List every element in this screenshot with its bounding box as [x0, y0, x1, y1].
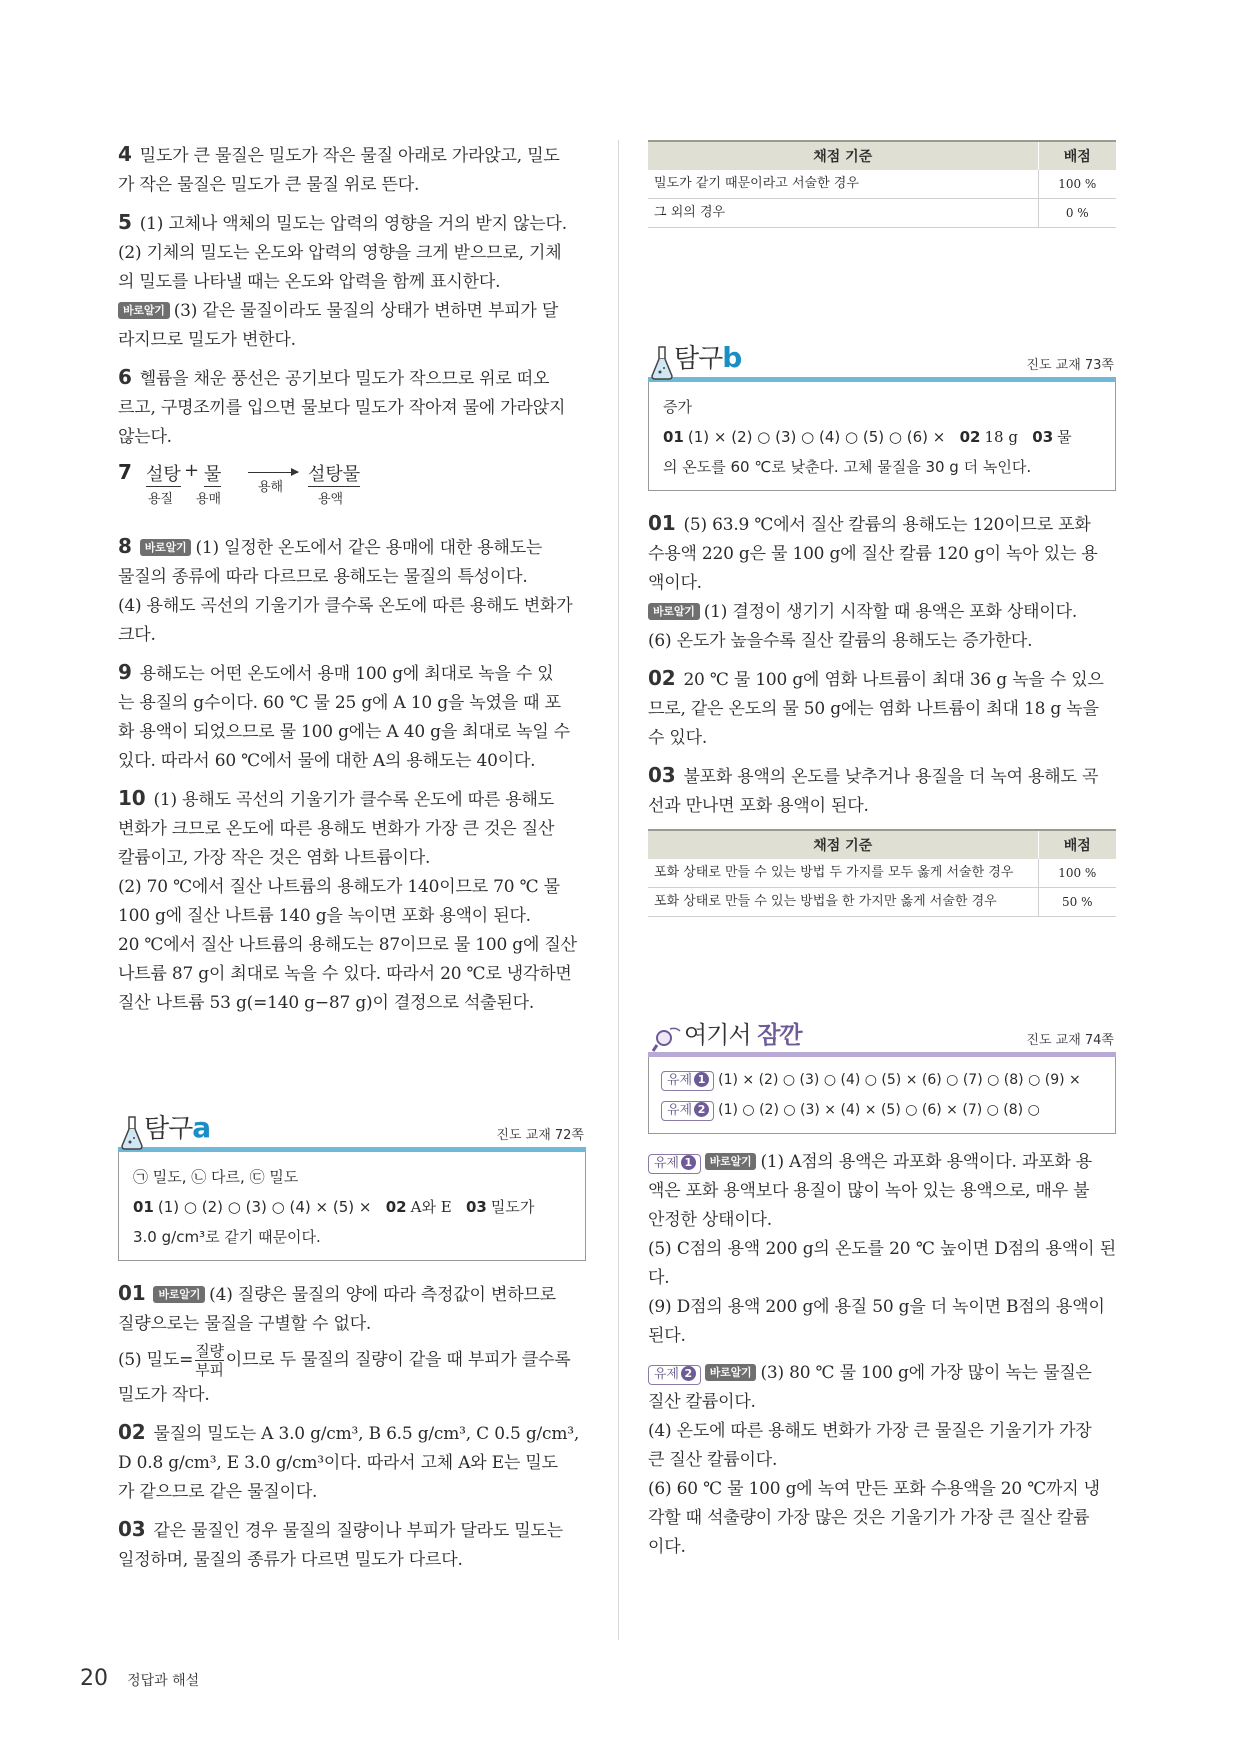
wait-here-header [648, 1019, 1116, 1057]
answer-6: 6 헬륨을 채운 풍선은 공기보다 밀도가 작으므로 위로 떠오 르고, 구명조끼를 입으면 물보다 밀도가 작아져 물에 가라앉지 않는다. [118, 365, 566, 447]
correction-tag: 바로알기 [153, 1286, 205, 1303]
explore-a-answer-03: 03 같은 물질인 경우 물질의 질량이나 부피가 달라도 밀도는 일정하며, 물질의 종류가 다르면 밀도가 다르다. [118, 1517, 563, 1570]
table-row: 포화 상태로 만들 수 있는 방법을 한 가지만 옳게 서술한 경우 50 % [648, 888, 1116, 917]
table-row: 그 외의 경우 0 % [648, 199, 1116, 228]
answer-10: 10 (1) 용해도 곡선의 기울기가 클수록 온도에 따른 용해도 변화가 크므로 온도에 따른 용해도 변화가 가장 큰 것은 질산 칼륨이고, 가장 작은 것은 염화 나트륨이다. (2) 70 ℃에서 질산 나트륨의 용해도가 140이므로 70 ℃ 물 100 g에 질산 나트륨 140 g을 녹이면 포화 용액이 된다. 20 ℃에서 질산 나트륨의 용해도는 87이므로 물 100 g에 질산 나트륨 87 g이 최대로 녹을 수 있다. 따라서 20 ℃로 냉각하면 질산 나트륨 53 g(=140 g−87 g)이 결정으로 석출된다. [118, 786, 577, 1013]
table-row: 포화 상태로 만들 수 있는 방법 두 가지를 모두 옳게 서술한 경우 100 % [648, 859, 1116, 888]
density-fraction: $\frac{\text{질량}}{\text{부피}}$ [195, 1342, 224, 1379]
example-2-explanation: 유제 2 바로알기 (3) 80 ℃ 물 100 g에 가장 많이 녹는 물질은 질산 칼륨이다. (4) 온도에 따른 용해도 변화가 가장 큰 물질은 기울기가 가장 큰 질산 칼륨이다. (6) 60 ℃ 물 100 g에 녹여 만든 포화 수용액을 20 ℃까지 냉 각할 때 석출량이 가장 많은 것은 기울기가 가장 큰 질산 칼륨 이다. [648, 1363, 1100, 1557]
wait-here-title: 여기서 잠깐 [684, 1021, 802, 1049]
explore-b-answer-01: 01 (5) 63.9 ℃에서 질산 칼륨의 용해도는 120이므로 포화 수용액 220 g은 물 100 g에 질산 칼륨 120 g이 녹아 있는 용 액이다. 바로알기 (1) 결정이 생기기 시작할 때 용액은 포화 상태이다. (6) 온도가 높을수록 질산 칼륨의 용해도는 증가한다. [648, 511, 1098, 651]
example-badge-2: 유제 2 [661, 1101, 714, 1121]
answer-5: 5 (1) 고체나 액체의 밀도는 압력의 영향을 거의 받지 않는다. (2) 기체의 밀도는 온도와 압력의 영향을 크게 받으므로, 기체 의 밀도를 나타낼 때는 온도와 압력을 함께 표시한다. 바로알기 (3) 같은 물질이라도 물질의 상태가 변하면 부피가 달 라지므로 밀도가 변한다. [118, 210, 567, 350]
footer-label: 정답과 해설 [127, 1673, 200, 1689]
right-column [648, 140, 1116, 1570]
explore-b-title: 탐구b [674, 341, 742, 374]
explore-a-answer-01: 01 바로알기 (4) 질량은 물질의 양에 따라 측정값이 변하므로 질량으로는 물질을 구별할 수 없다. (5) 밀도= $\frac{\text{질량}}{\text{부피}}$ 이므로 두 물질의 질량이 같을 때 부피가 클수록 밀도가 작다. [118, 1281, 571, 1405]
reaction-arrow-icon [248, 472, 298, 473]
scoring-table-1: 채점 기준 배점 밀도가 같기 때문이라고 서술한 경우 100 % 그 외의 경우 0 % [648, 140, 1116, 228]
flask-icon [120, 1116, 144, 1150]
flask-icon [650, 346, 674, 380]
explore-b-header [648, 341, 1116, 382]
explore-b-reference: 진도 교재 73쪽 [1026, 358, 1114, 373]
explore-a-reference: 진도 교재 72쪽 [496, 1128, 584, 1143]
correction-tag: 바로알기 [648, 603, 700, 620]
example-1-explanation: 유제 1 바로알기 (1) A점의 용액은 과포화 용액이다. 과포화 용 액은 포화 용액보다 용질이 많이 녹아 있는 용액으로, 매우 불 안정한 상태이다. (5) C점의 용액 200 g의 온도를 20 ℃ 높이면 D점의 용액이 된다. (9) D점의 용액 200 g에 용질 50 g을 더 녹이면 B점의 용액이 된다. [648, 1152, 1116, 1346]
explore-a-box: ㉠ 밀도, ㉡ 다르, ㉢ 밀도 01 (1) ○ (2) ○ (3) ○ (4) × (5) × 02 A와 E 03 밀도가 3.0 g/cm³로 같기 때문이다. [118, 1152, 586, 1261]
magnifier-icon [652, 1023, 682, 1053]
answer-7-equation: 7 설탕 + 물 설탕물 용질 용매 용해 용액 [118, 460, 361, 507]
scoring-table-2: 채점 기준 배점 포화 상태로 만들 수 있는 방법 두 가지를 모두 옳게 서술한 경우 100 % 포화 상태로 만들 수 있는 방법을 한 가지만 옳게 서술한 경우 50 % [648, 829, 1116, 917]
explore-b-box: 증가 01 (1) × (2) ○ (3) ○ (4) ○ (5) ○ (6) × 02 18 g 03 물 의 온도를 60 ℃로 낮춘다. 고체 물질을 30 g 더 녹인다. [648, 382, 1116, 491]
page-number: 20 [80, 1666, 108, 1691]
answer-9: 9 용해도는 어떤 온도에서 용매 100 g에 최대로 녹을 수 있 는 용질의 g수이다. 60 ℃ 물 25 g에 A 10 g을 녹였을 때 포 화 용액이 되었으므로 물 100 g에는 A 40 g을 최대로 녹일 수 있다. 따라서 60 ℃에서 물에 대한 A의 용해도는 40이다. [118, 660, 570, 771]
table-row: 밀도가 같기 때문이라고 서술한 경우 100 % [648, 170, 1116, 199]
answer-8: 8 바로알기 (1) 일정한 온도에서 같은 용매에 대한 용해도는 물질의 종류에 따라 다르므로 용해도는 물질의 특성이다. (4) 용해도 곡선의 기울기가 클수록 온도에 따른 용해도 변화가 크다. [118, 534, 573, 645]
explore-a-title: 탐구a [144, 1111, 211, 1144]
correction-tag: 바로알기 [705, 1364, 757, 1381]
explore-b-answer-02: 02 20 ℃ 물 100 g에 염화 나트륨이 최대 36 g 녹을 수 있으 므로, 같은 온도의 물 50 g에는 염화 나트륨이 최대 18 g 녹을 수 있다. [648, 666, 1104, 748]
wait-here-reference: 진도 교재 74쪽 [1026, 1033, 1114, 1048]
explore-a-answer-02: 02 물질의 밀도는 A 3.0 g/cm³, B 6.5 g/cm³, C 0.5 g/cm³, D 0.8 g/cm³, E 3.0 g/cm³이다. 따라서 고체 A와 E는 밀도 가 같으므로 같은 물질이다. [118, 1420, 580, 1502]
page-footer [80, 1666, 199, 1691]
correction-tag: 바로알기 [118, 302, 170, 319]
example-badge-1: 유제 1 [648, 1154, 701, 1174]
left-column [118, 140, 586, 1583]
correction-tag: 바로알기 [140, 539, 192, 556]
explore-b-answer-03: 03 불포화 용액의 온도를 낮추거나 용질을 더 녹여 용해도 곡 선과 만나면 포화 용액이 된다. [648, 763, 1099, 816]
explore-a-header [118, 1111, 586, 1152]
answer-4: 4 밀도가 큰 물질은 밀도가 작은 물질 아래로 가라앉고, 밀도 가 작은 물질은 밀도가 큰 물질 위로 뜬다. [118, 142, 560, 195]
column-divider [618, 140, 619, 1640]
wait-here-box: 유제 1 (1) × (2) ○ (3) ○ (4) ○ (5) × (6) ○ (7) ○ (8) ○ (9) × 유제 2 (1) ○ (2) ○ (3) × (4) × (5) ○ (6) × (7) ○ (8) ○ [648, 1057, 1116, 1134]
example-badge-1: 유제 1 [661, 1071, 714, 1091]
example-badge-2: 유제 2 [648, 1365, 701, 1385]
correction-tag: 바로알기 [705, 1153, 757, 1170]
